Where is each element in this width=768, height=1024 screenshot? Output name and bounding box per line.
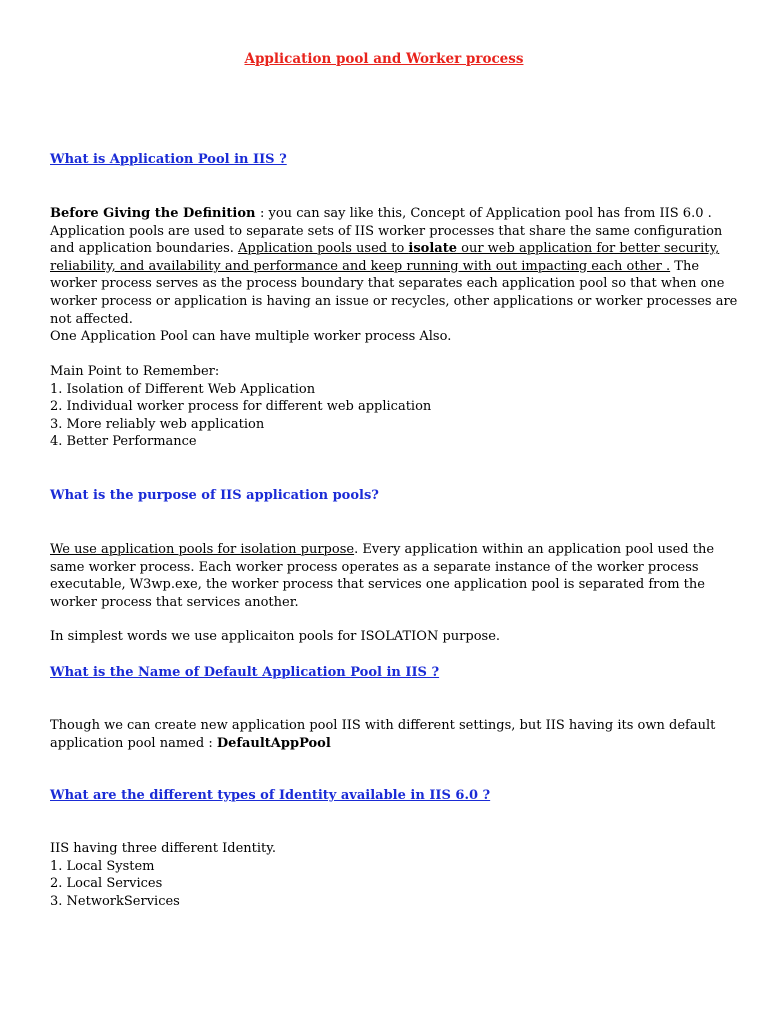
- main-point-item: 2. Individual worker process for different web application: [50, 399, 432, 415]
- purpose-paragraph: [50, 541, 720, 611]
- main-points-heading: Main Point to Remember:: [50, 364, 220, 379]
- question-identity-types: What are the different types of Identity available in IIS 6.0 ?: [50, 788, 491, 803]
- purpose-underlined: We use application pools for isolation purpose: [50, 542, 355, 557]
- purpose-line-4: worker process that services another.: [50, 594, 299, 610]
- definition-line-4-rest: The: [670, 258, 700, 274]
- question-default-pool: What is the Name of Default Application Pool in IIS ?: [50, 665, 440, 680]
- question-purpose: What is the purpose of IIS application pools?: [50, 488, 379, 503]
- definition-line-6: worker process or application is having an issue or recycles, other applications or worker processes are: [50, 293, 738, 309]
- definition-line-3-underlined: [238, 241, 719, 256]
- underlined-text-a: Application pools used to: [238, 241, 409, 257]
- definition-line-2: Application pools are used to separate sets of IIS worker processes that share the same configuration: [50, 223, 723, 239]
- definition-line-3: [50, 240, 720, 258]
- definition-lead-rest: : you can say like this, Concept of Application pool has from IIS 6.0 .: [260, 206, 712, 221]
- definition-line-7: not affected.: [50, 311, 133, 327]
- identity-list: [50, 840, 720, 910]
- default-pool-paragraph: [50, 717, 720, 752]
- default-app-pool-name: DefaultAppPool: [216, 735, 331, 751]
- page-title: Application pool and Worker process: [244, 51, 524, 67]
- definition-line-4-underlined: reliability, and availability and performance and keep running with out impacting each other .: [50, 258, 671, 274]
- default-pool-line-1: Though we can create new application pool IIS with different settings, but IIS having its own default: [50, 718, 716, 733]
- definition-lead-bold: Before Giving the Definition: [50, 206, 260, 221]
- purpose-line-2: same worker process. Each worker process operates as a separate instance of the worker process: [50, 559, 699, 575]
- simplest-words-line: In simplest words we use applicaiton pools for ISOLATION purpose.: [50, 629, 501, 644]
- identity-item: 1. Local System: [50, 858, 155, 874]
- definition-line-1: [50, 205, 720, 223]
- purpose-line-1-rest: . Every application within an application pool used the: [354, 542, 715, 557]
- main-point-item: 4. Better Performance: [50, 434, 197, 450]
- definition-line-5: worker process serves as the process boundary that separates each application pool so that when one: [50, 276, 725, 292]
- default-pool-line-2: [50, 735, 720, 753]
- question-application-pool: What is Application Pool in IIS ?: [50, 152, 287, 167]
- identity-item: 2. Local Services: [50, 876, 163, 892]
- identity-heading: IIS having three different Identity.: [50, 841, 277, 856]
- simplest-words-paragraph: [50, 628, 720, 646]
- definition-line-4: [50, 258, 720, 276]
- definition-line-8: One Application Pool can have multiple worker process Also.: [50, 329, 452, 345]
- identity-item: 3. NetworkServices: [50, 893, 180, 909]
- definition-paragraph: [50, 205, 738, 346]
- purpose-line-1: [50, 541, 720, 559]
- underlined-text-b: our web application for better security,: [456, 241, 720, 257]
- main-point-item: 3. More reliably web application: [50, 416, 265, 432]
- main-point-item: 1. Isolation of Different Web Application: [50, 381, 316, 397]
- default-pool-line-2-plain: application pool named :: [50, 735, 217, 751]
- definition-line-3-plain: and application boundaries.: [50, 241, 238, 257]
- purpose-line-3: executable, W3wp.exe, the worker process that services one application pool is separated from the: [50, 577, 705, 593]
- isolate-bold: isolate: [408, 241, 457, 257]
- main-points-list: [50, 363, 720, 451]
